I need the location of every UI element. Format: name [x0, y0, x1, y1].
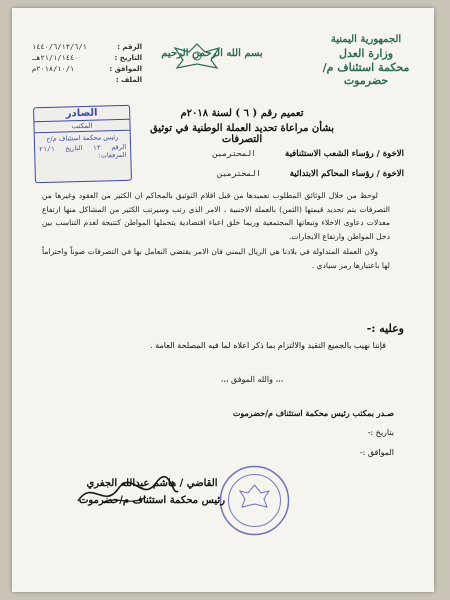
- signatory-name: القاضي / هاشم عبدالله الجفري: [86, 478, 218, 489]
- circular-number: تعميم رقم ( ٦ ) لسنة ٢٠١٨م: [180, 108, 304, 119]
- closing-regards: ،،، والله الموفق ،،،: [220, 375, 284, 384]
- addressee-honorific: المحترمين: [217, 169, 261, 178]
- addressee-label: الاخوة / رؤساء المحاكم الابتدائية: [289, 169, 404, 179]
- letterhead-ministry: وزارة العدل: [338, 47, 394, 60]
- body-paragraph-2: ولان العملة المتداولة في بلادنا هي الريال اليمني فان الامر يقتضي التعامل بها في التصرفات صوناً واحتراماً لها باعتبارها رمز سيادي .: [42, 247, 390, 270]
- letterhead: [306, 34, 426, 87]
- basmala: بسم الله الرحمن الرحيم: [161, 48, 263, 59]
- date-value: ٢١/١/١٤٤٠هـ: [32, 54, 79, 62]
- stamp-attachments-label: المرفقات:: [98, 150, 127, 160]
- issued-date-label: بتاريخ :-: [367, 428, 394, 437]
- letterhead-court: محكمة استئناف م/حضرموت: [322, 61, 410, 87]
- letterhead-country: الجمهورية اليمنية: [330, 34, 402, 45]
- addressee-label: الاخوة / رؤساء الشعب الاستئنافية: [285, 149, 404, 159]
- corresponding-label: الموافق :: [109, 65, 142, 73]
- ref-value: ١٤٤٠/٦/١٣/٦/١: [32, 43, 87, 51]
- corresponding-value: ٢٠١٨/١٠/١م: [32, 65, 75, 73]
- file-label: الملف :: [115, 76, 142, 84]
- outgoing-stamp: [33, 105, 132, 184]
- stamp-number-label: الرقم: [111, 142, 127, 152]
- stamp-office: المكتب: [34, 120, 129, 133]
- corresponding-row: [32, 64, 142, 75]
- stamp-date-value: ٢١/١: [39, 144, 55, 154]
- body-paragraph-1: لوحظ من خلال الوثائق المطلوب تعميدها من قبل اقلام التوثيق بالمحاكم ان الكثير من العقود وغيرها من التصرفات يتم تحديد قيمتها (الثمن) بالعملة الاجنبية ، الامر الذي رتب وسيرتب الكثير من المشاكل منها ارتفاع معدلات دعاوى الاخلاء وتبعاتها المجتمعية وربما خلق اعباء اقتصادية يتحملها المواطن كنتيجة لعدم التناسب بين دخل المواطن وارتفاع الايجارات.: [42, 191, 390, 241]
- document-page: [12, 8, 434, 592]
- circular-headline: [132, 108, 352, 145]
- ref-row: [32, 42, 142, 53]
- stamp-title: الصادر: [34, 106, 129, 122]
- addressee-honorific: المحترمين: [212, 149, 257, 158]
- date-row: [32, 53, 142, 64]
- issued-block: [233, 403, 394, 463]
- reference-block: [32, 42, 142, 86]
- date-label: التاريخ :: [114, 54, 142, 62]
- conclusion-label: وعليه :-: [366, 322, 404, 335]
- addressee-primary-courts: [124, 169, 404, 179]
- addressee-appeals-divisions: [124, 149, 404, 159]
- stamp-court: رئيس محكمة استئناف م/ح: [46, 133, 119, 143]
- signatory-title: رئيس محكمة استئناف م/حضرموت: [78, 495, 226, 506]
- signature-block: [52, 478, 252, 506]
- ref-label: الرقم :: [117, 43, 142, 51]
- file-row: [32, 75, 142, 86]
- stamp-date-label: التاريخ: [65, 144, 83, 153]
- stamp-number-value: ١٣: [92, 143, 101, 152]
- circular-body: [42, 189, 390, 272]
- circular-subject: بشأن مراعاة تحديد العملة الوطنية في توثيق التصرفات: [149, 123, 335, 145]
- issued-line: صـدر بمكتب رئيس محكمة استئناف م/حضرموت: [232, 408, 394, 418]
- conclusion-text: فإننا نهيب بالجميع التقيد والالتزام بما ذكر اعلاه لما فيه المصلحة العامة .: [150, 341, 386, 350]
- issued-corresponding-label: الموافق :-: [359, 448, 394, 457]
